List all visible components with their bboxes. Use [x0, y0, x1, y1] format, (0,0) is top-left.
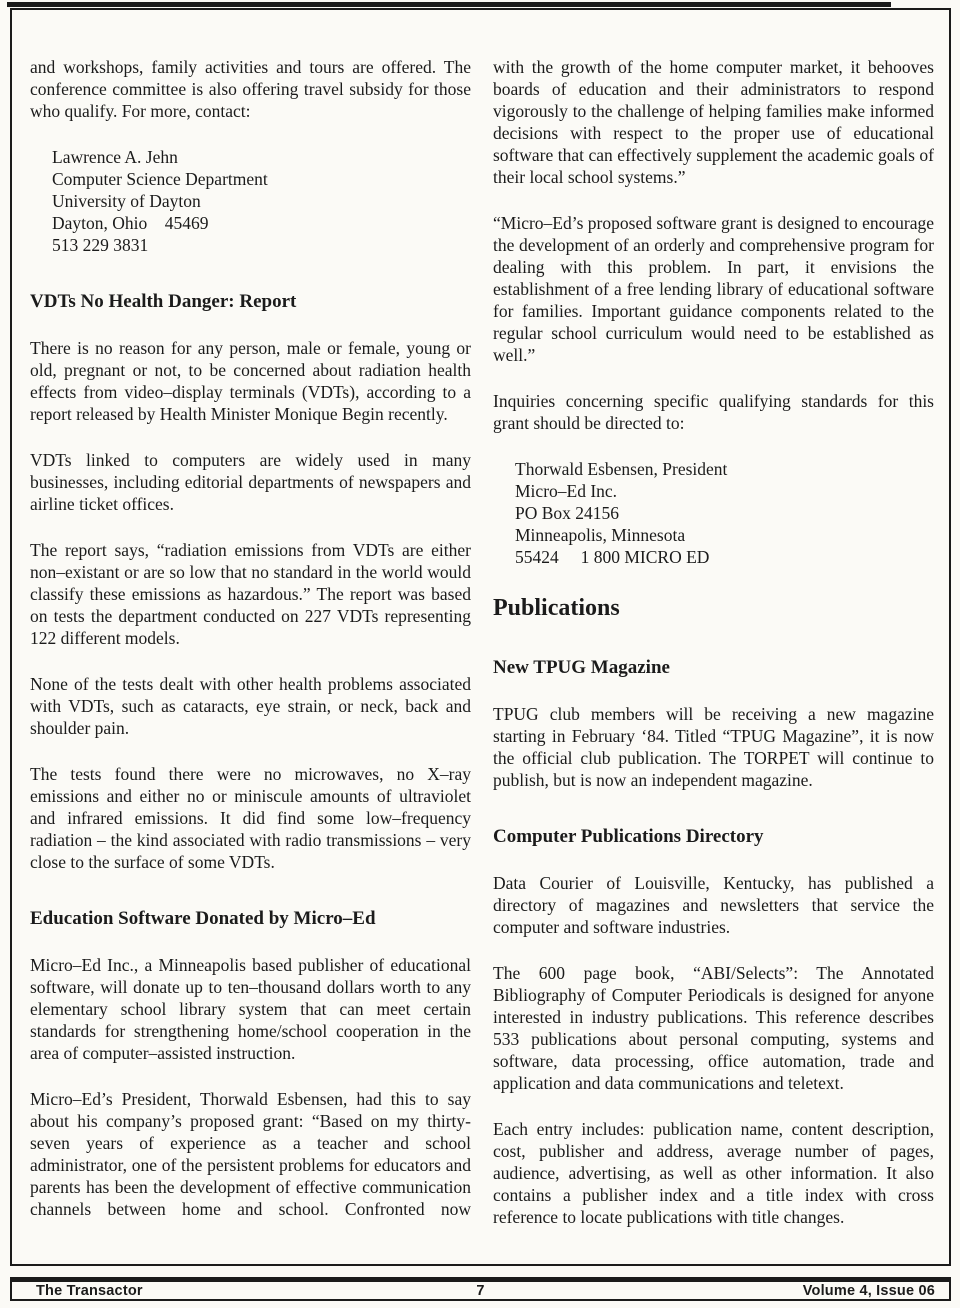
footer-band [10, 1277, 951, 1301]
address-line: Minneapolis, Minnesota [515, 525, 686, 545]
footer-page-number: 7 [476, 1282, 485, 1299]
directory-paragraph-3: Each entry includes: publication name, content description, cost, publisher and address, average number of pages, audience, advertising, as well as other information. It also contains a publisher index and a title index with cross reference to locate publications with title changes. [493, 1119, 934, 1227]
top-rule [7, 2, 891, 7]
conference-continuation-paragraph: and workshops, family activities and tours are offered. The conference committee is also offering travel subsidy for those who qualify. For more, contact: [30, 57, 471, 121]
directory-paragraph-1: Data Courier of Louisville, Kentucky, has published a directory of magazines and newsletters that service the computer and software industries. [493, 873, 934, 937]
address-line: PO Box 24156 [515, 503, 620, 523]
address-line: 513 229 3831 [52, 235, 149, 255]
address-line: Micro–Ed Inc. [515, 481, 618, 501]
microed-continuation-paragraph: with the growth of the home computer market, it behooves boards of education and their administrators to respond vigorously to the challenge of helping families make informed decisions with respect to the proper use of educational software that can effectively supplement the academic goals of their local school systems.” [493, 57, 934, 187]
vdt-paragraph-2: VDTs linked to computers are widely used in many businesses, including editorial departments of newspapers and airline ticket offices. [30, 450, 471, 514]
right-column [493, 56, 934, 1252]
page-content [30, 56, 934, 1252]
address-line: University of Dayton [52, 191, 201, 211]
address-line: Thorwald Esbensen, President [515, 459, 728, 479]
address-line: 55424 1 800 MICRO ED [515, 547, 710, 567]
vdt-paragraph-1: There is no reason for any person, male or female, young or old, pregnant or not, to be concerned about radiation health effects from video–display terminals (VDTs), according to a report released by Health Minister Monique Begin recently. [30, 338, 471, 424]
conference-contact-block [52, 146, 471, 256]
microed-article-heading: Education Software Donated by Micro–Ed [30, 908, 376, 929]
microed-grant-paragraph: “Micro–Ed’s proposed software grant is designed to encourage the development of an orderly and comprehensive program for dealing with this problem. In part, it envisions the establishment of a free lending library of educational software for families. Important guidance components related to the regular school curriculum would need to be established as well.” [493, 213, 934, 365]
footer-volume-issue: Volume 4, Issue 06 [802, 1282, 935, 1299]
address-line: Computer Science Department [52, 169, 268, 189]
microed-inquiries-paragraph: Inquiries concerning specific qualifying standards for this grant should be directed to: [493, 391, 934, 433]
microed-paragraph-2: Micro–Ed’s President, Thorwald Esbensen, had this to say about his company’s proposed grant: “Based on my thirty-seven years of experience as a teacher and school administrator, one of the persistent problems for educators and parents has been the development of effective communication channels between home and school. Confronted now [30, 1089, 471, 1219]
address-line: Lawrence A. Jehn [52, 147, 178, 167]
vdt-paragraph-3: The report says, “radiation emissions from VDTs are either non–existant or are so low that no standard in the world would classify these emissions as hazardous.” The report was based on tests the department conducted on 227 VDTs representing 122 different models. [30, 540, 471, 648]
directory-paragraph-2: The 600 page book, “ABI/Selects”: The Annotated Bibliography of Computer Periodicals is designed for anyone interested in industry publications. This reference describes 533 publications about personal computing, systems and software, data processing, office automation, trade and application and data communications and teletext. [493, 963, 934, 1093]
microed-paragraph-1: Micro–Ed Inc., a Minneapolis based publisher of educational software, will donate up to ten–thousand dollars worth to any elementary school library system that can meet certain standards for strengthening home/school cooperation in the area of computer–assisted instruction. [30, 955, 471, 1063]
left-column [30, 56, 471, 1252]
vdt-article-heading: VDTs No Health Danger: Report [30, 291, 297, 312]
tpug-magazine-heading: New TPUG Magazine [493, 657, 670, 678]
vdt-paragraph-4: None of the tests dealt with other health problems associated with VDTs, such as cataracts, eye strain, or neck, back and shoulder pain. [30, 674, 471, 738]
tpug-paragraph: TPUG club members will be receiving a new magazine starting in February ‘84. Titled “TPUG Magazine”, it is now the official club publication. The TORPET will continue to publish, but is now an independent magazine. [493, 704, 934, 790]
publications-section-heading: Publications [493, 595, 620, 621]
microed-contact-block [515, 458, 934, 568]
footer-magazine-title: The Transactor [36, 1282, 143, 1299]
address-line: Dayton, Ohio 45469 [52, 213, 209, 233]
publications-directory-heading: Computer Publications Directory [493, 826, 764, 847]
vdt-paragraph-5: The tests found there were no microwaves, no X–ray emissions and either no or miniscule amounts of ultraviolet and infrared emissions. It did find some low–frequency radiation – the kind associated with radio transmissions – very close to the surface of some VDTs. [30, 764, 471, 872]
